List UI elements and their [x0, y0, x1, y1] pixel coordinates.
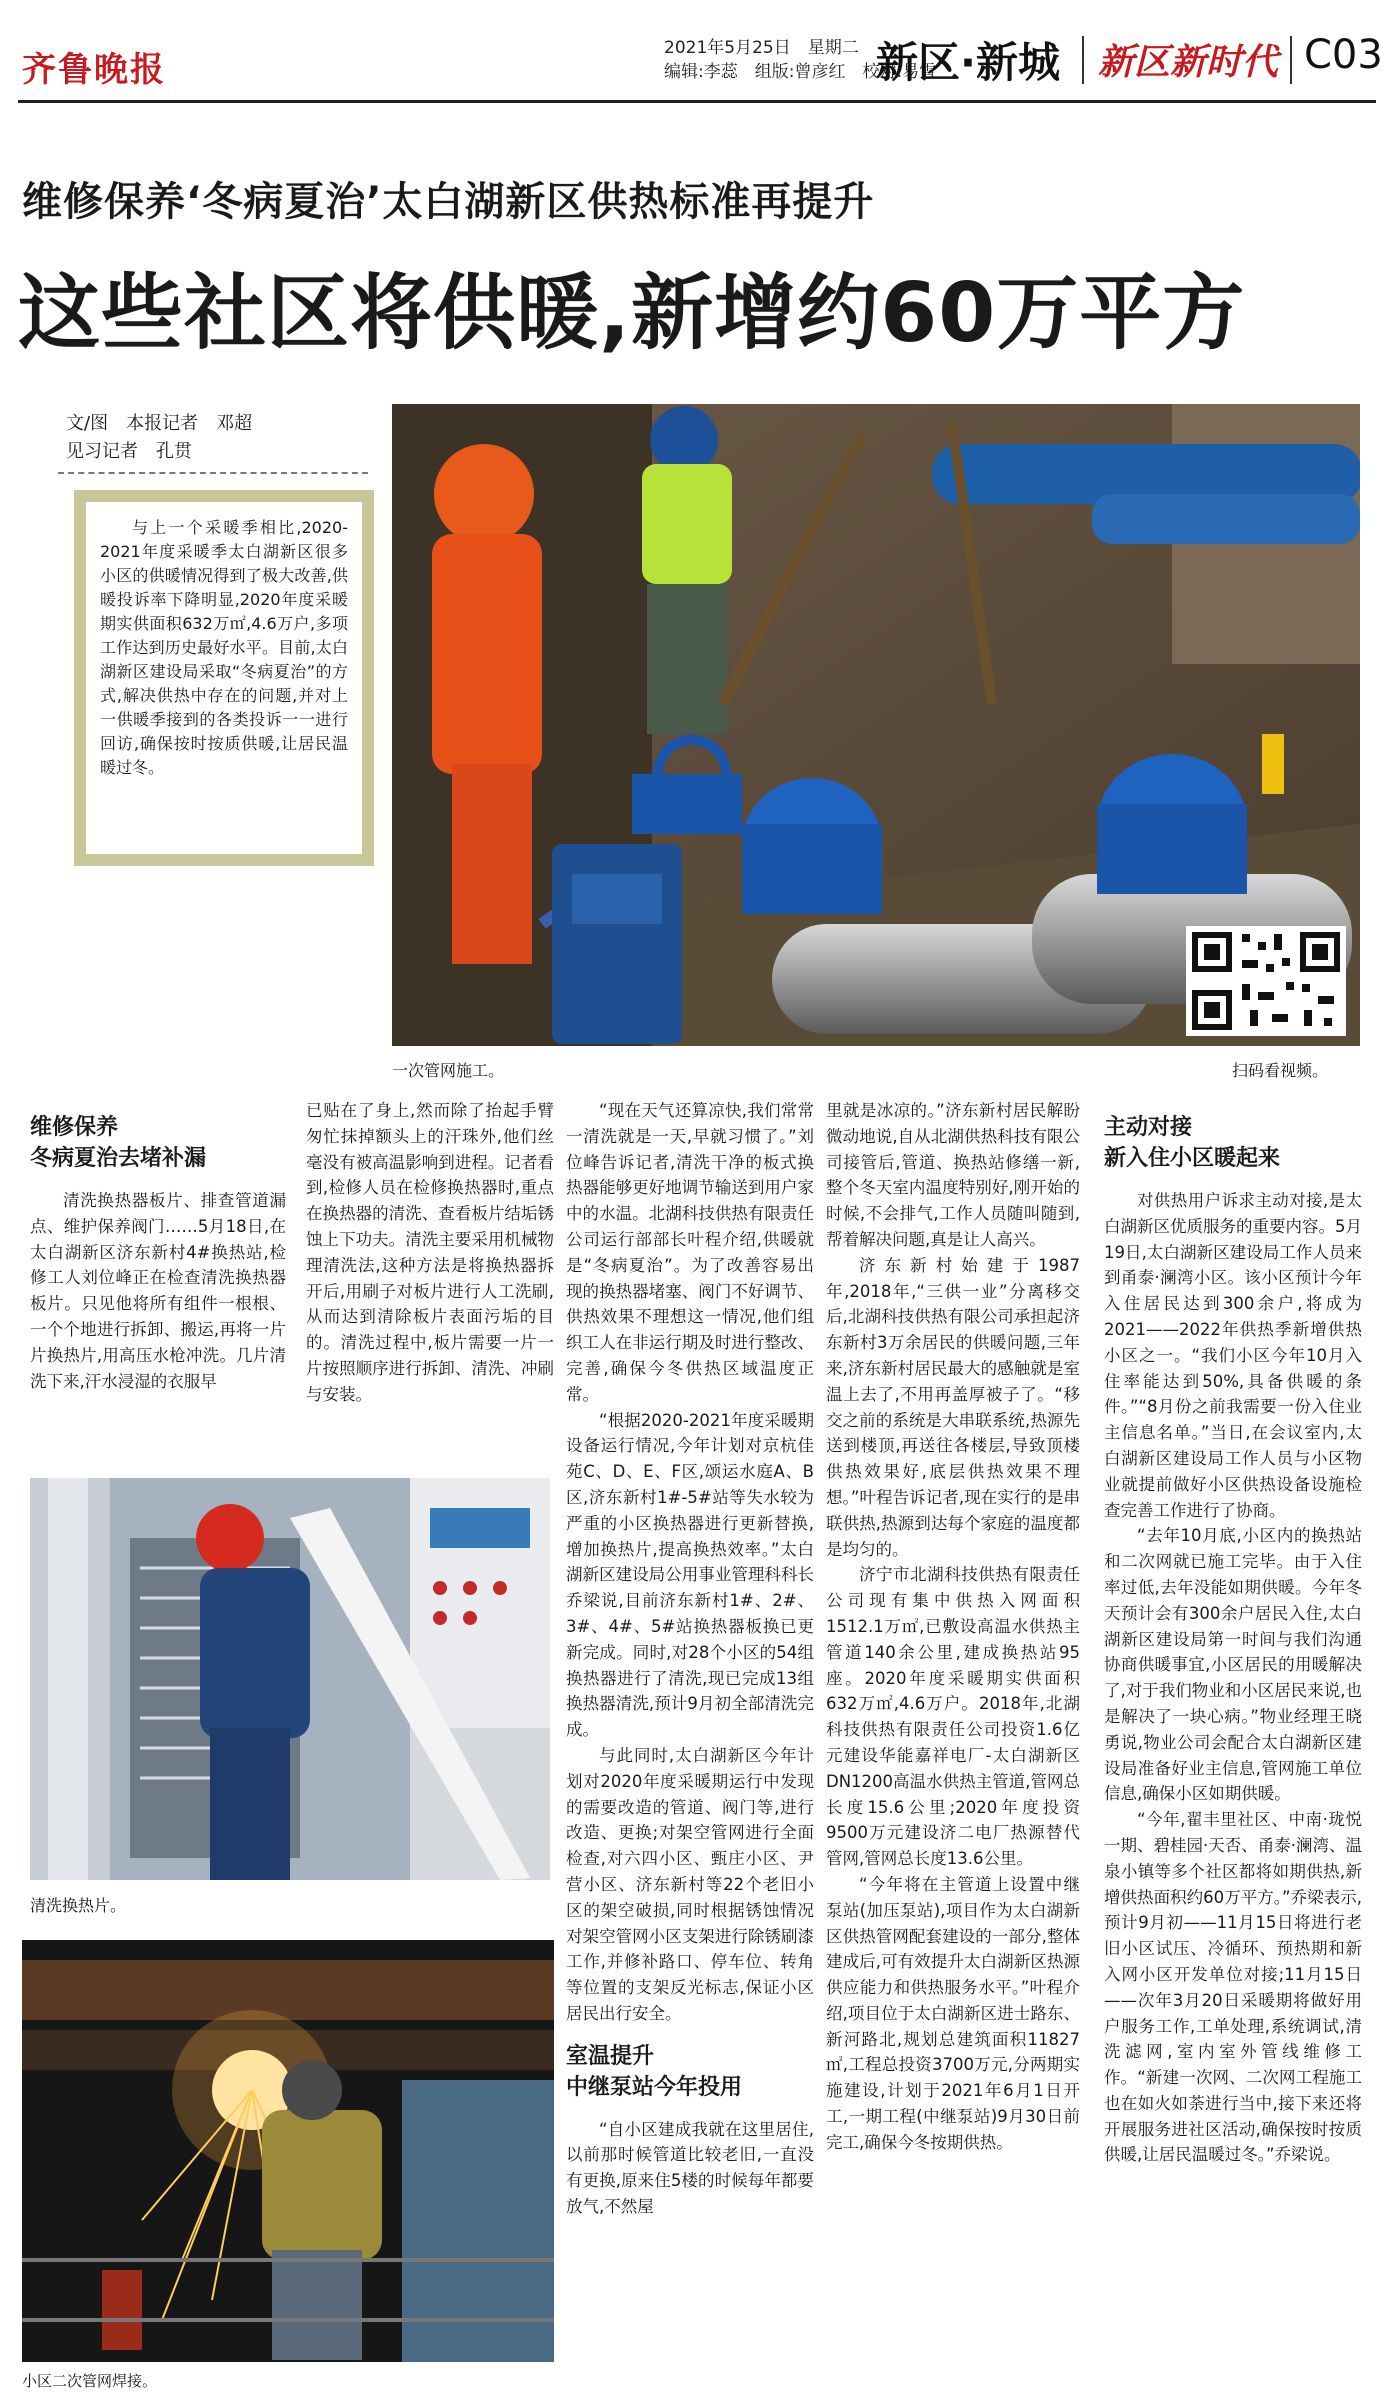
article-column-3	[566, 1098, 814, 2220]
byline-divider	[58, 472, 368, 476]
page-number: C03	[1304, 32, 1383, 78]
heat-exchanger-scene-image	[30, 1478, 550, 1880]
section-heading-line: 室温提升	[566, 2043, 655, 2069]
section-heading-line: 维修保养	[30, 1115, 119, 1140]
section-heading	[1104, 1112, 1362, 1174]
body-paragraph: 济宁市北湖科技供热有限责任公司现有集中供热入网面积1512.1万㎡,已敷设高温水供热主管道140余公里,建成换热站95座。2020年度采暖期实供面积632万㎡,4.6万户。2018年,北湖科技供热有限责任公司投资1.6亿元建设华能嘉祥电厂-太白湖新区DN1200高温水供热主管道,管网总长度15.6公里;2020年度投资9500万元建设济二电厂热源替代管网,管网总长度13.6公里。	[826, 1565, 1080, 1869]
body-paragraph: “去年10月底,小区内的换热站和二次网就已施工完毕。由于入住率过低,去年没能如期供暖。今年冬天预计会有300余户居民入住,太白湖新区建设局第一时间与我们沟通协商供暖事宜,小区居民的用暖解决了,对于我们物业和小区居民来说,也是解决了一块心病。”物业经理王晓勇说,物业公司会配合太白湖新区建设局准备好业主信息,管网施工单位信息,确保小区如期供暖。	[1104, 1526, 1362, 1804]
body-paragraph: 与此同时,太白湖新区今年计划对2020年度采暖期运行中发现的需要改造的管道、阀门等,进行改造、更换;对架空管网进行全面检查,对六四小区、甄庄小区、尹营小区、济东新村等22个老旧小区的架空破损,同时根据锈蚀情况对架空管网小区支架进行除锈刷漆工作,并修补路口、停车位、转角等位置的支架反光标志,保证小区居民出行安全。	[566, 1745, 814, 2023]
article-subheadline: 维修保养‘冬病夏治’太白湖新区供热标准再提升	[22, 179, 875, 225]
summary-text: 与上一个采暖季相比,2020-2021年度采暖季太白湖新区很多小区的供暖情况得到了极大改善,供暖投诉率下降明显,2020年度采暖期实供面积632万㎡,4.6万户,多项工作达到历史最好水平。目前,太白湖新区建设局采取“冬病夏治”的方式,解决供热中存在的问题,并对上一供暖季接到的各类投诉一一进行回访,确保按时按质供暖,让居民温暖过冬。	[86, 502, 362, 854]
section-heading-line: 冬病夏治去堵补漏	[30, 1146, 207, 1171]
qr-caption: 扫码看视频。	[1232, 1061, 1329, 1080]
body-paragraph: 已贴在了身上,然而除了抬起手臂匆忙抹掉额头上的汗珠外,他们丝毫没有被高温影响到进程。记者看到,检修人员在检修换热器时,重点在换热器的清洗、查看板片结垢锈蚀上下功夫。清洗主要采用机械物理清洗法,这种方法是将换热器拆开后,用刷子对板片进行人工洗刷,从而达到清除板片表面污垢的目的。清洗过程中,板片需要一片一片按照顺序进行拆卸、清洗、冲刷与安装。	[306, 1101, 554, 1404]
masthead-rule	[18, 100, 1376, 103]
body-paragraph: 济东新村始建于1987年,2018年,“三供一业”分离移交后,北湖科技供热有限公司承担起济东新村3万余居民的供暖问题,三年来,济东新村居民最大的感触就是室温上去了,不用再盖厚被子了。“移交之前的系统是大串联系统,热源先送到楼顶,再送往各楼层,导致顶楼供热效果好,底层供热效果不理想。”叶程告诉记者,现在实行的是串联供热,热源到达每个家庭的温度都是均匀的。	[826, 1255, 1080, 1559]
photo-caption: 清洗换热片。	[30, 1896, 127, 1915]
body-paragraph: “现在天气还算凉快,我们常常一清洗就是一天,早就习惯了。”刘位峰告诉记者,清洗干净的板式换热器能够更好地调节输送到用户家中的水温。北湖科技供热有限责任公司运行部部长叶程介绍,供暖就是“冬病夏治”。为了改善容易出现的换热器堵塞、阀门不好调节、供热效果不理想这一情况,他们组织工人在非运行期及时进行整改、完善,确保今冬供热区域温度正常。	[566, 1101, 814, 1404]
body-paragraph: “今年,翟丰里社区、中南·珑悦一期、碧桂园·天否、甬泰·澜湾、温泉小镇等多个社区都将如期供热,新增供热面积约60万平方。”乔梁表示,预计9月初——11月15日将进行老旧小区试压、冷循环、预热期和新入网小区开发单位对接;11月15日——次年3月20日采暖期将做好用户服务工作,工单处理,系统调试,清洗滤网,室内室外管线维修工作。“新建一次网、二次网工程施工也在如火如荼进行当中,接下来还将开展服务进社区活动,确保按时按质供暖,让居民温暖过冬。”乔梁说。	[1104, 1810, 1362, 2165]
section-heading-line: 新入住小区暖起来	[1104, 1146, 1281, 1171]
construction-scene-image	[392, 404, 1360, 1046]
byline-line: 见习记者 孔贯	[66, 441, 192, 462]
newspaper-logo: 齐鲁晚报	[22, 50, 166, 90]
photo-caption: 一次管网施工。	[392, 1061, 505, 1080]
byline-line: 文/图 本报记者 邓超	[66, 413, 253, 434]
body-paragraph: 对供热用户诉求主动对接,是太白湖新区优质服务的重要内容。5月19日,太白湖新区建设局工作人员来到甬泰·澜湾小区。该小区预计今年入住居民达到300余户,将成为2021——2022年供热季新增供热小区之一。“我们小区今年10月入住率能达到50%,具备供暖的条件。”“8月份之前我需要一份入住业主信息名单。”当日,在会议室内,太白湖新区建设局工作人员与小区物业就提前做好小区供热设备设施检查完善工作进行了协商。	[1104, 1191, 1362, 1520]
editor-credits: 编辑:李蕊 组版:曾彦红 校对:易雪	[664, 62, 937, 82]
section-heading-line: 中继泵站今年投用	[566, 2074, 743, 2100]
photo-pipe-welding	[22, 1940, 554, 2362]
section-heading-line: 主动对接	[1104, 1115, 1193, 1140]
body-paragraph: 清洗换热器板片、排查管道漏点、维护保养阀门……5月18日,在太白湖新区济东新村4#换热站,检修工人刘位峰正在检查清洗换热器板片。只见他将所有组件一根根、一个个地进行拆卸、搬运,再将一片片换热片,用高压水枪冲洗。几片清洗下来,汗水浸湿的衣服早	[30, 1191, 286, 1391]
article-column-1	[30, 1112, 286, 1394]
masthead-divider	[1082, 36, 1084, 84]
body-paragraph: “根据2020-2021年度采暖期设备运行情况,今年计划对京杭佳苑C、D、E、F区,颂运水庭A、B区,济东新村1#-5#站等失水较为严重的小区换热器进行更新替换,增加换热片,提高换热效率。”太白湖新区建设局公用事业管理科科长乔梁说,目前济东新村1#、2#、3#、4#、5#站换热器板换已更新完成。同时,对28个小区的54组换热器进行了清洗,现已完成13组换热器清洗,预计9月初全部清洗完成。	[566, 1410, 814, 1740]
byline	[66, 410, 252, 466]
photo-heat-exchanger-cleaning	[30, 1478, 550, 1880]
section-heading	[566, 2041, 814, 2103]
body-paragraph: “自小区建成我就在这里居住,以前那时候管道比较老旧,一直没有更换,原来住5楼的时候每年都要放气,不然屋	[566, 2119, 814, 2217]
photo-pipe-construction	[392, 404, 1360, 1046]
section-brand-logo: 新区新时代	[1098, 41, 1279, 83]
article-column-5	[1104, 1112, 1362, 2168]
section-title: 新区·新城	[876, 38, 1060, 87]
issue-date: 2021年5月25日 星期二	[664, 38, 859, 58]
body-paragraph: “今年将在主管道上设置中继泵站(加压泵站),项目作为太白湖新区供热管网配套建设的一部分,整体建成后,可有效提升太白湖新区热源供应能力和供热服务水平。”叶程介绍,项目位于太白湖新区进士路东、新河路北,规划总建筑面积11827㎡,工程总投资3700万元,分两期实施建设,计划于2021年6月1日开工,一期工程(中继泵站)9月30日前完工,确保今冬按期供热。	[826, 1874, 1080, 2152]
summary-box	[74, 490, 374, 866]
section-heading	[30, 1112, 286, 1174]
body-paragraph: 里就是冰凉的。”济东新村居民解盼微动地说,自从北湖供热科技有限公司接管后,管道、换热站修缮一新,整个冬天室内温度特别好,刚开始的时候,不会排气,工作人员随叫随到,帮着解决问题,真是让人高兴。	[826, 1101, 1080, 1249]
masthead-divider	[1290, 36, 1292, 84]
article-column-4	[826, 1098, 1080, 2156]
article-column-2	[306, 1098, 554, 1408]
article-headline: 这些社区将供暖,新增约60万平方	[18, 266, 1246, 361]
welding-scene-image	[22, 1940, 554, 2362]
photo-caption: 小区二次管网焊接。	[22, 2372, 158, 2390]
